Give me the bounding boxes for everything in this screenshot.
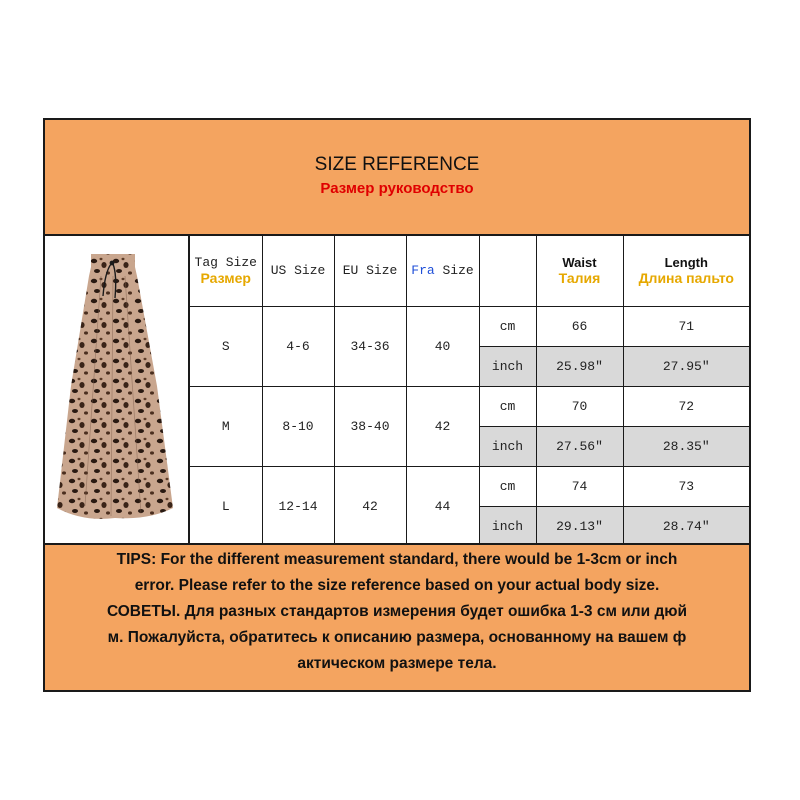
tips-panel xyxy=(45,543,749,690)
length-cm-cell: 71 xyxy=(623,306,749,346)
tag-size-ru-label: Размер xyxy=(200,270,251,287)
col-waist xyxy=(536,236,623,306)
length-inch-cell: 28.35″ xyxy=(623,426,749,466)
length-cm-cell: 72 xyxy=(623,386,749,426)
us-cell: 8-10 xyxy=(262,386,334,466)
table-header-row xyxy=(190,236,749,306)
table-row xyxy=(190,306,749,346)
leopard-skirt-image xyxy=(45,236,188,543)
fra-cell: 42 xyxy=(406,386,479,466)
tag-cell: L xyxy=(190,466,262,546)
length-cm-cell: 73 xyxy=(623,466,749,506)
table-row xyxy=(190,386,749,426)
tips-line: error. Please refer to the size reference based on your actual body size. xyxy=(134,577,660,594)
unit-cell: inch xyxy=(479,506,536,546)
unit-cell: cm xyxy=(479,466,536,506)
length-inch-cell: 28.74″ xyxy=(623,506,749,546)
tips-line: TIPS: For the different measurement standard, there would be 1-3cm or inch xyxy=(116,551,678,568)
fra-cell: 40 xyxy=(406,306,479,386)
chart-subtitle: Размер руководство xyxy=(320,180,474,197)
size-chart xyxy=(43,118,751,692)
waist-cm-cell: 74 xyxy=(536,466,623,506)
waist-inch-cell: 27.56″ xyxy=(536,426,623,466)
waist-ru-label: Талия xyxy=(558,270,601,287)
us-cell: 4-6 xyxy=(262,306,334,386)
fra-cell: 44 xyxy=(406,466,479,546)
col-us-size: US Size xyxy=(262,236,334,306)
length-label: Length xyxy=(664,255,708,271)
col-unit xyxy=(479,236,536,306)
tips-line-ru: актическом размере тела. xyxy=(297,655,497,672)
eu-cell: 42 xyxy=(334,466,406,546)
col-fra-size xyxy=(406,236,479,306)
col-tag-size xyxy=(190,236,262,306)
col-length xyxy=(623,236,749,306)
length-inch-cell: 27.95″ xyxy=(623,346,749,386)
waist-label: Waist xyxy=(562,255,597,271)
unit-cell: inch xyxy=(479,426,536,466)
waist-cm-cell: 66 xyxy=(536,306,623,346)
length-ru-label: Длина пальто xyxy=(638,270,734,287)
us-cell: 12-14 xyxy=(262,466,334,546)
eu-cell: 38-40 xyxy=(334,386,406,466)
tips-line-ru: СОВЕТЫ. Для разных стандартов измерения будет ошибка 1-3 см или дюй xyxy=(106,603,688,620)
tag-cell: M xyxy=(190,386,262,466)
size-table xyxy=(190,236,749,547)
tips-line-ru: м. Пожалуйста, обратитесь к описанию размера, основанному на вашем ф xyxy=(107,629,687,646)
table-row xyxy=(190,466,749,506)
tag-size-label: Tag Size xyxy=(194,255,257,271)
chart-title: SIZE REFERENCE xyxy=(314,154,480,175)
product-photo xyxy=(45,236,190,543)
tag-cell: S xyxy=(190,306,262,386)
waist-cm-cell: 70 xyxy=(536,386,623,426)
eu-cell: 34-36 xyxy=(334,306,406,386)
fra-label: Fra xyxy=(411,263,435,279)
unit-cell: cm xyxy=(479,306,536,346)
waist-inch-cell: 25.98″ xyxy=(536,346,623,386)
fra-size-label: Size xyxy=(442,263,474,279)
header-banner xyxy=(45,120,749,236)
unit-cell: inch xyxy=(479,346,536,386)
col-eu-size: EU Size xyxy=(334,236,406,306)
unit-cell: cm xyxy=(479,386,536,426)
waist-inch-cell: 29.13″ xyxy=(536,506,623,546)
